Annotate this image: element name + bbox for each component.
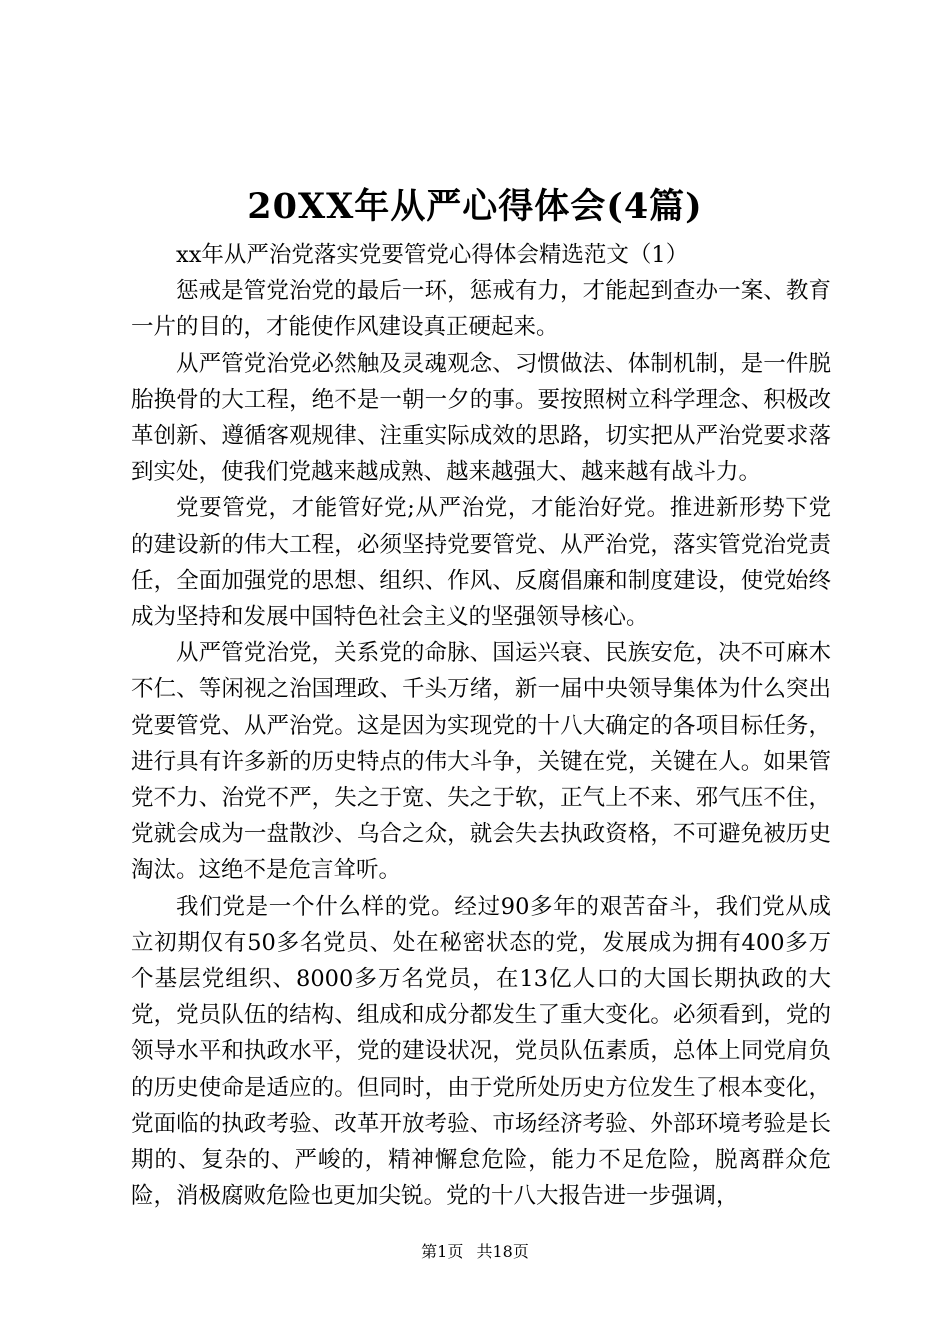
- paragraph: 惩戒是管党治党的最后一环，惩戒有力，才能起到查办一案、教育一片的目的，才能使作风建设真正硬起来。: [131, 278, 831, 341]
- page-footer: [0, 1240, 950, 1264]
- page-number: 第1页: [421, 1242, 464, 1261]
- paragraph: 党要管党，才能管好党;从严治党，才能治好党。推进新形势下党的建设新的伟大工程，必须坚持党要管党、从严治党，落实管党治党责任，全面加强党的思想、组织、作风、反腐倡廉和制度建设，使党始终成为坚持和发展中国特色社会主义的坚强领导核心。: [131, 495, 831, 631]
- document-body: [131, 237, 831, 1214]
- paragraph: 从严管党治党，关系党的命脉、国运兴衰、民族安危，决不可麻木不仁、等闲视之治国理政、千头万绪，新一届中央领导集体为什么突出党要管党、从严治党。这是因为实现党的十八大确定的各项目标任务，进行具有许多新的历史特点的伟大斗争，关键在党，关键在人。如果管党不力、治党不严，失之于宽、失之于软，正气上不来、邪气压不住，党就会成为一盘散沙、乌合之众，就会失去执政资格，不可避免被历史淘汰。这绝不是危言耸听。: [131, 640, 831, 884]
- page-total: 共18页: [476, 1242, 529, 1261]
- paragraph: 我们党是一个什么样的党。经过90多年的艰苦奋斗，我们党从成立初期仅有50多名党员、处在秘密状态的党，发展成为拥有400多万个基层党组织、8000多万名党员，在13亿人口的大国长期执政的大党，党员队伍的结构、组成和成分都发生了重大变化。必须看到，党的领导水平和执政水平，党的建设状况，党员队伍素质，总体上同党肩负的历史使命是适应的。但同时，由于党所处历史方位发生了根本变化，党面临的执政考验、改革开放考验、市场经济考验、外部环境考验是长期的、复杂的、严峻的，精神懈怠危险，能力不足危险，脱离群众危险，消极腐败危险也更加尖锐。党的十八大报告进一步强调，: [131, 893, 831, 1210]
- paragraph: 从严管党治党必然触及灵魂观念、习惯做法、体制机制，是一件脱胎换骨的大工程，绝不是一朝一夕的事。要按照树立科学理念、积极改革创新、遵循客观规律、注重实际成效的思路，切实把从严治党要求落到实处，使我们党越来越成熟、越来越强大、越来越有战斗力。: [131, 350, 831, 486]
- document-subtitle: xx年从严治党落实党要管党心得体会精选范文（1）: [176, 242, 689, 268]
- document-title: 20XX年从严心得体会(4篇): [247, 186, 703, 227]
